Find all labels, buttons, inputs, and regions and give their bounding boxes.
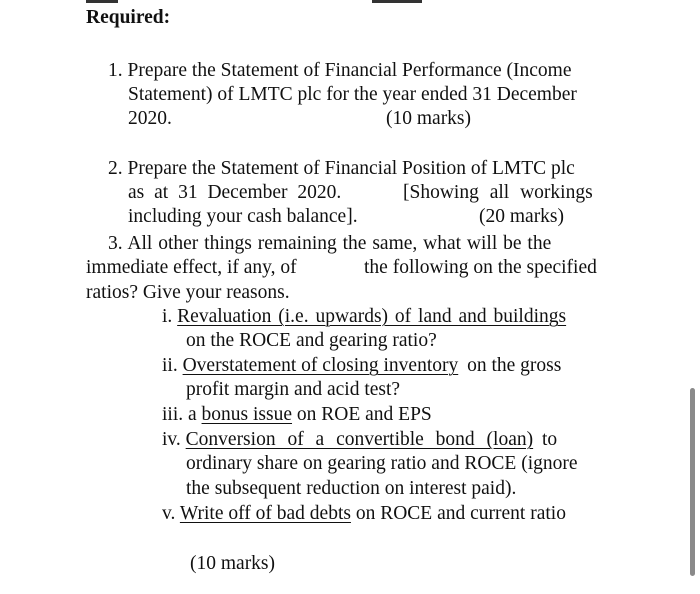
final-marks: (10 marks) (190, 553, 276, 574)
item-iv-number: iv. (162, 429, 181, 450)
item-v-rest: on ROCE and current ratio (355, 503, 566, 524)
item-i-underlined: Revaluation (i.e. upwards) of land and buildings (177, 306, 567, 327)
item-iv-line-2: ordinary share on gearing ratio and ROCE (ignore (186, 453, 578, 474)
q3-line-2b: the following on the specified (364, 257, 597, 278)
q1-line-3: 2020. (128, 108, 172, 129)
q2-line-1: 2. Prepare the Statement of Financial Position of LMTC plc (108, 158, 575, 179)
item-ii-underlined: Overstatement of closing inventory (182, 355, 459, 376)
item-iv-rest: to (542, 429, 558, 450)
item-iii-number: iii. a (162, 404, 197, 425)
q2-line-2b: [Showing all workings (403, 182, 593, 203)
required-heading: Required: (86, 7, 171, 28)
item-v-number: v. (162, 503, 176, 524)
q2-marks: (20 marks) (479, 206, 565, 227)
item-iii-rest: on ROE and EPS (296, 404, 432, 425)
item-ii-rest: on the gross (467, 355, 562, 376)
scrollbar-thumb[interactable] (690, 388, 695, 576)
item-ii-line-1 (162, 354, 561, 378)
q1-line-1: 1. Prepare the Statement of Financial Performance (Income (108, 60, 572, 81)
top-cropped-mark-right (372, 0, 422, 3)
item-v-underlined: Write off of bad debts (179, 503, 351, 524)
item-ii-line-2: profit margin and acid test? (186, 379, 401, 400)
item-iv-line-1 (162, 428, 557, 452)
item-iii-line-1 (162, 403, 432, 427)
q2-line-2a: as at 31 December 2020. (128, 182, 342, 203)
item-ii-number: ii. (162, 355, 178, 376)
item-iv-underlined: Conversion of a convertible bond (loan) (185, 429, 534, 450)
q1-marks: (10 marks) (386, 108, 472, 129)
q3-line-2a: immediate effect, if any, of (86, 257, 297, 278)
item-iii-underlined: bonus issue (201, 404, 293, 425)
item-i-line-2: on the ROCE and gearing ratio? (186, 330, 437, 351)
q3-line-3: ratios? Give your reasons. (86, 282, 290, 303)
item-i-line-1 (162, 305, 566, 329)
item-i-number: i. (162, 306, 173, 327)
q3-line-1: 3. All other things remaining the same, what will be the (108, 233, 552, 254)
top-cropped-mark-left (86, 0, 118, 3)
q2-line-3: including your cash balance]. (128, 206, 358, 227)
item-iv-line-3: the subsequent reduction on interest paid). (186, 478, 517, 499)
q1-line-2: Statement) of LMTC plc for the year ended 31 December (128, 84, 577, 105)
item-v-line-1 (162, 502, 566, 526)
